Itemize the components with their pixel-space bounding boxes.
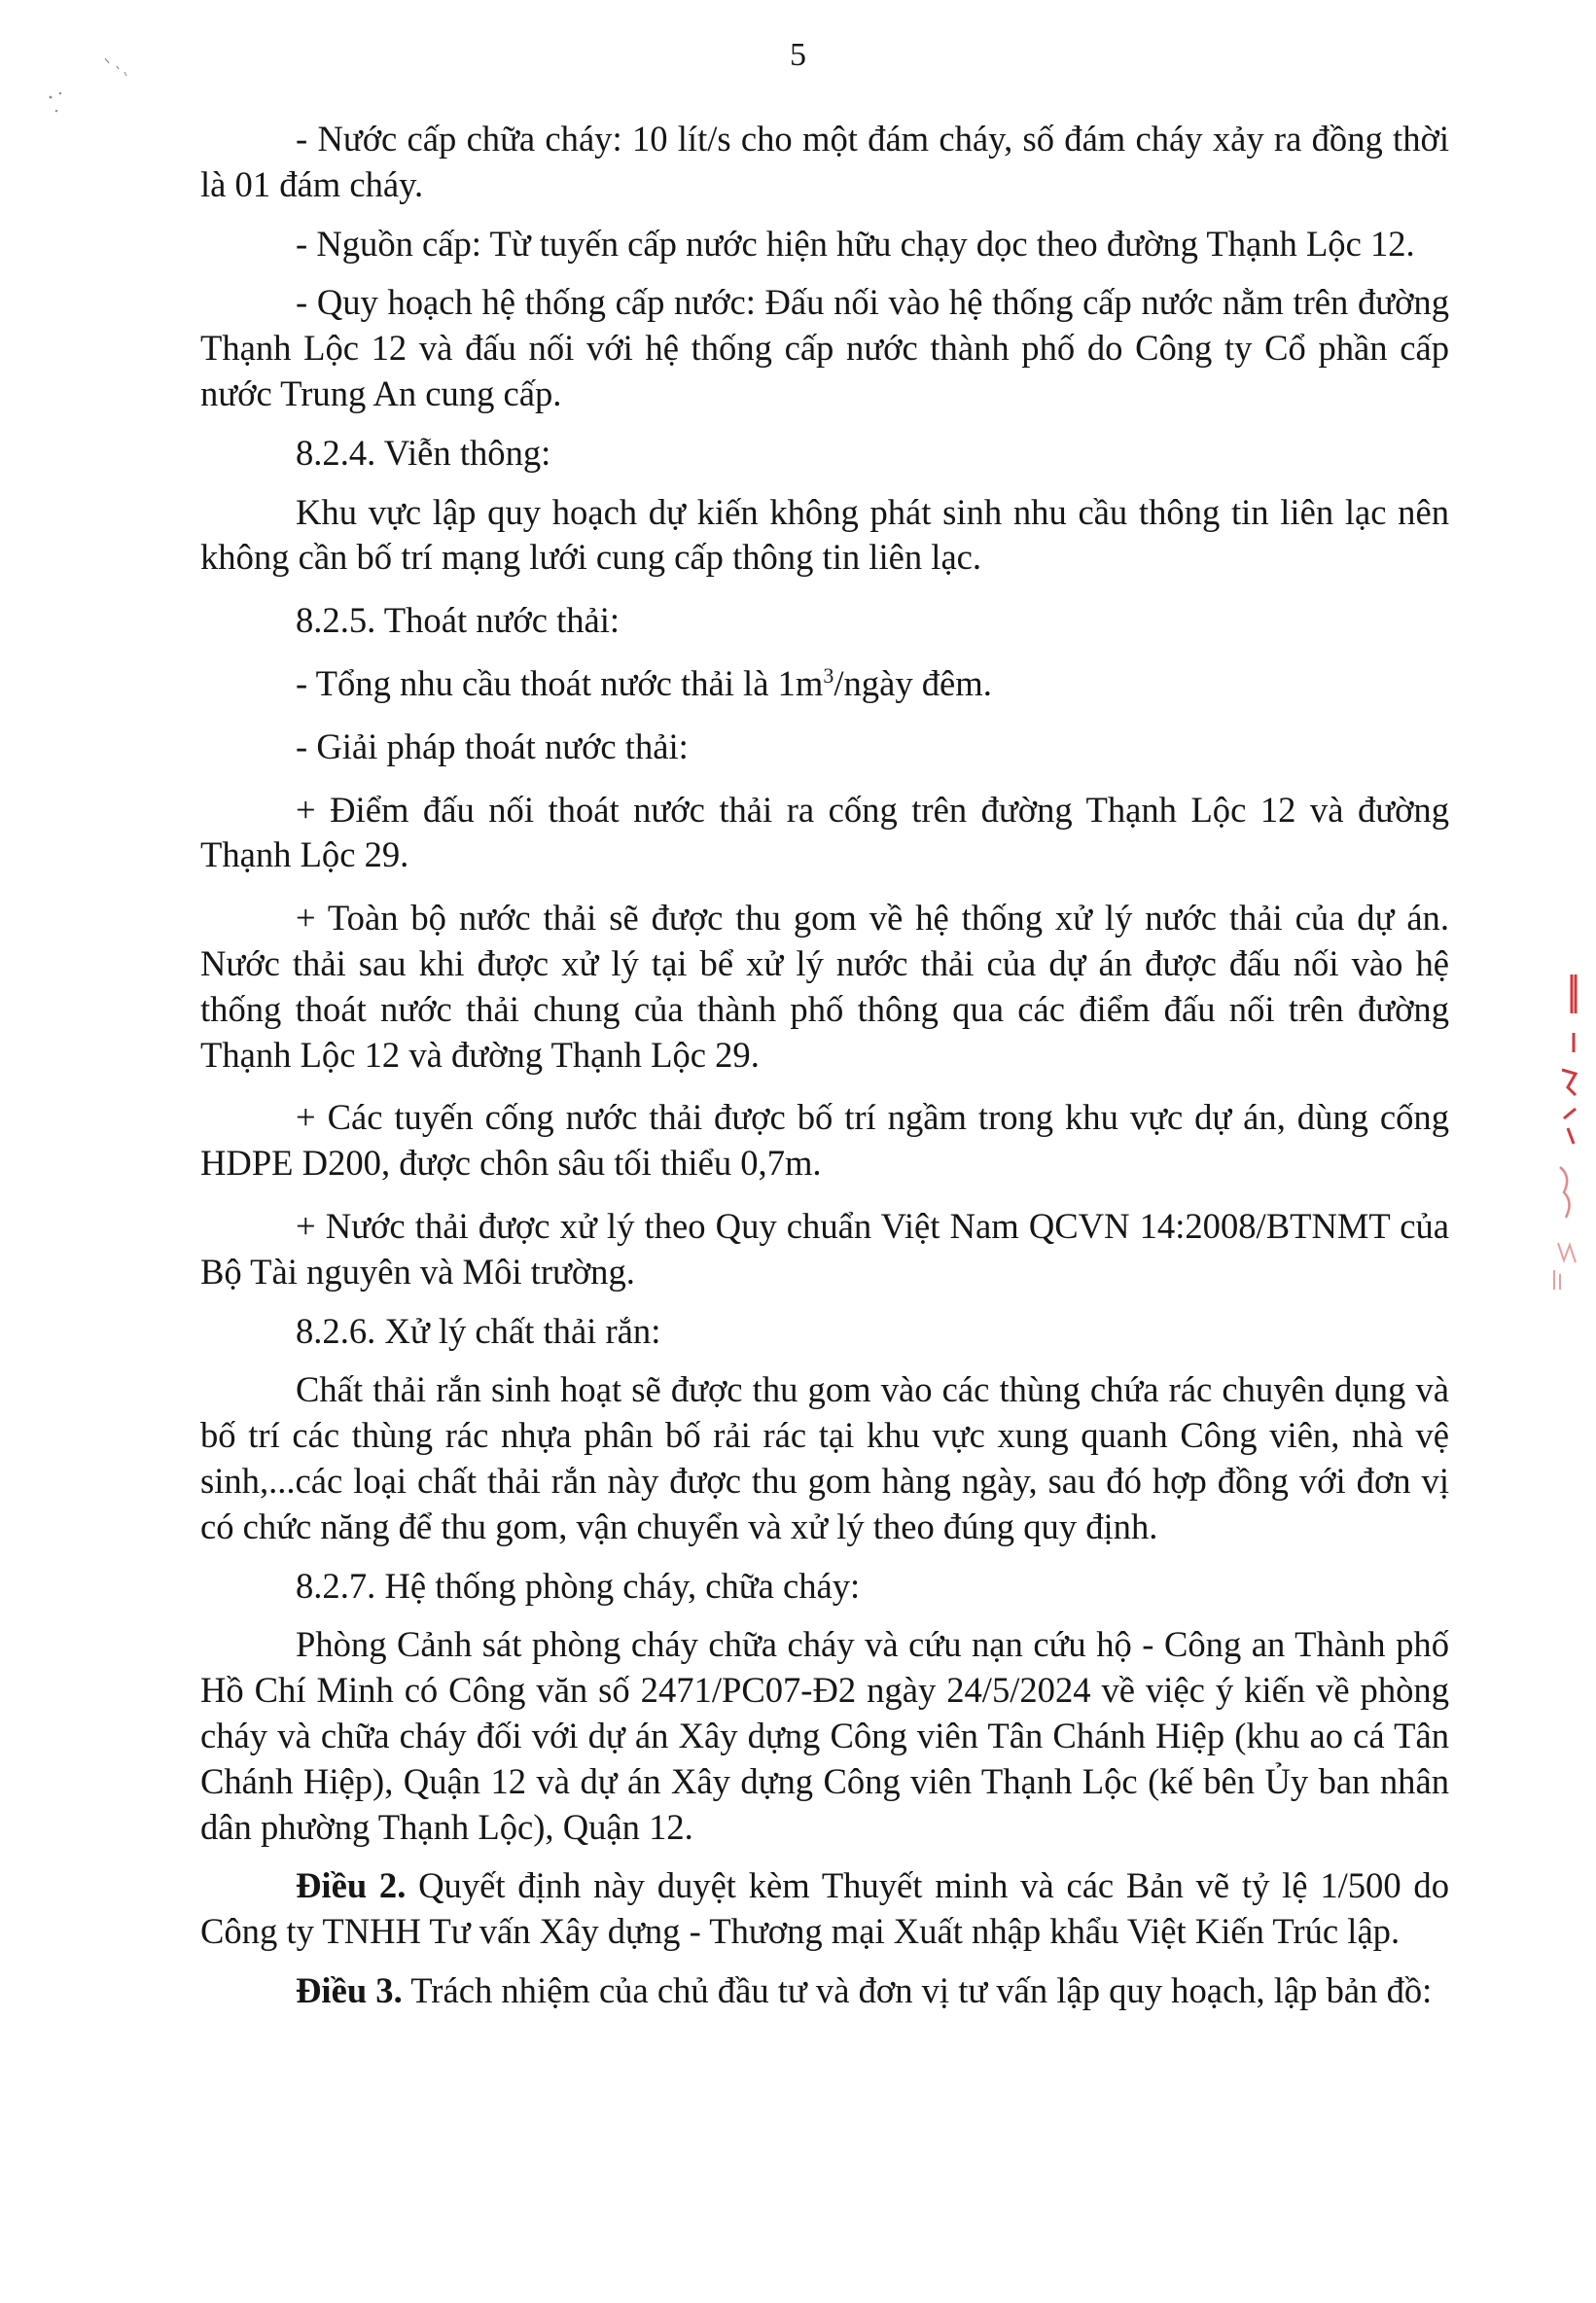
article-2-text: Quyết định này duyệt kèm Thuyết minh và các Bản vẽ tỷ lệ 1/500 do Công ty TNHH Tư vấn Xây dựng - Thương mại Xuất nhập khẩu Việt Kiến Trúc lập. <box>200 1865 1449 1952</box>
paragraph-sewer-lines: + Các tuyến cống nước thải được bố trí ngầm trong khu vực dự án, dùng cống HDPE D200, được chôn sâu tối thiểu 0,7m. <box>200 1097 1449 1184</box>
paragraph-solid-waste: Chất thải rắn sinh hoạt sẽ được thu gom vào các thùng chứa rác chuyên dụng và bố trí các thùng rác nhựa phân bố rải rác tại khu vực xung quanh Công viên, nhà vệ sinh,...các loại chất thải rắn này được thu gom hàng ngày, sau đó hợp đồng với đơn vị có chức năng để thu gom, vận chuyển và xử lý theo đúng quy định. <box>200 1369 1449 1546</box>
article-2-label: Điều 2. <box>296 1865 407 1906</box>
heading-wastewater: 8.2.5. Thoát nước thải: <box>296 600 621 641</box>
scan-specks <box>47 54 154 123</box>
paragraph-water-supply-plan: - Quy hoạch hệ thống cấp nước: Đấu nối vào hệ thống cấp nước nằm trên đường Thạnh Lộc 12 và đấu nối với hệ thống cấp nước thành phố do Công ty Cổ phần cấp nước Trung An cung cấp. <box>200 282 1449 413</box>
document-body <box>200 117 1449 2014</box>
wastewater-total-superscript: 3 <box>823 662 834 688</box>
stamp-edge-marks <box>1550 973 1579 1293</box>
paragraph-wastewater-total <box>200 661 1449 707</box>
article-3-text: Trách nhiệm của chủ đầu tư và đơn vị tư vấn lập quy hoạch, lập bản đồ: <box>402 1969 1433 2010</box>
paragraph-article-2 <box>200 1863 1449 1955</box>
paragraph-wastewater-solution: - Giải pháp thoát nước thải: <box>296 726 689 766</box>
paragraph-wastewater-collection: + Toàn bộ nước thải sẽ được thu gom về hệ thống xử lý nước thải của dự án. Nước thải sau khi được xử lý tại bể xử lý nước thải của dự án được đấu nối vào hệ thống thoát nước thải chung của thành phố thông qua các điểm đấu nối trên đường Thạnh Lộc 12 và đường Thạnh Lộc 29. <box>200 898 1449 1075</box>
paragraph-treatment-standard: + Nước thải được xử lý theo Quy chuẩn Việt Nam QCVN 14:2008/BTNMT của Bộ Tài nguyên và Môi trường. <box>200 1205 1449 1292</box>
article-3-label: Điều 3. <box>296 1969 403 2010</box>
paragraph-supply-source: - Nguồn cấp: Từ tuyến cấp nước hiện hữu chạy dọc theo đường Thạnh Lộc 12. <box>296 223 1415 264</box>
paragraph-fire-water: - Nước cấp chữa cháy: 10 lít/s cho một đám cháy, số đám cháy xảy ra đồng thời là 01 đám cháy. <box>200 119 1449 204</box>
paragraph-connection-point: + Điểm đấu nối thoát nước thải ra cống trên đường Thạnh Lộc 12 và đường Thạnh Lộc 29. <box>200 789 1449 875</box>
heading-telecom: 8.2.4. Viễn thông: <box>296 432 551 473</box>
paragraph-article-3 <box>200 1968 1449 2014</box>
paragraph-telecom: Khu vực lập quy hoạch dự kiến không phát sinh nhu cầu thông tin liên lạc nên không cần bố trí mạng lưới cung cấp thông tin liên lạc. <box>200 491 1449 578</box>
heading-fire-protection: 8.2.7. Hệ thống phòng cháy, chữa cháy: <box>296 1565 861 1606</box>
wastewater-total-text: - Tổng nhu cầu thoát nước thải là 1m <box>296 662 824 703</box>
paragraph-fire-protection: Phòng Cảnh sát phòng cháy chữa cháy và cứu nạn cứu hộ - Công an Thành phố Hồ Chí Minh có Công văn số 2471/PC07-Đ2 ngày 24/5/2024 về việc ý kiến về phòng cháy và chữa cháy đối với dự án Xây dựng Công viên Tân Chánh Hiệp (khu ao cá Tân Chánh Hiệp), Quận 12 và dự án Xây dựng Công viên Thạnh Lộc (kế bên Ủy ban nhân dân phường Thạnh Lộc), Quận 12. <box>200 1624 1449 1847</box>
page-number: 5 <box>790 37 806 73</box>
heading-solid-waste: 8.2.6. Xử lý chất thải rắn: <box>296 1310 661 1351</box>
wastewater-total-unit: /ngày đêm. <box>833 662 992 703</box>
